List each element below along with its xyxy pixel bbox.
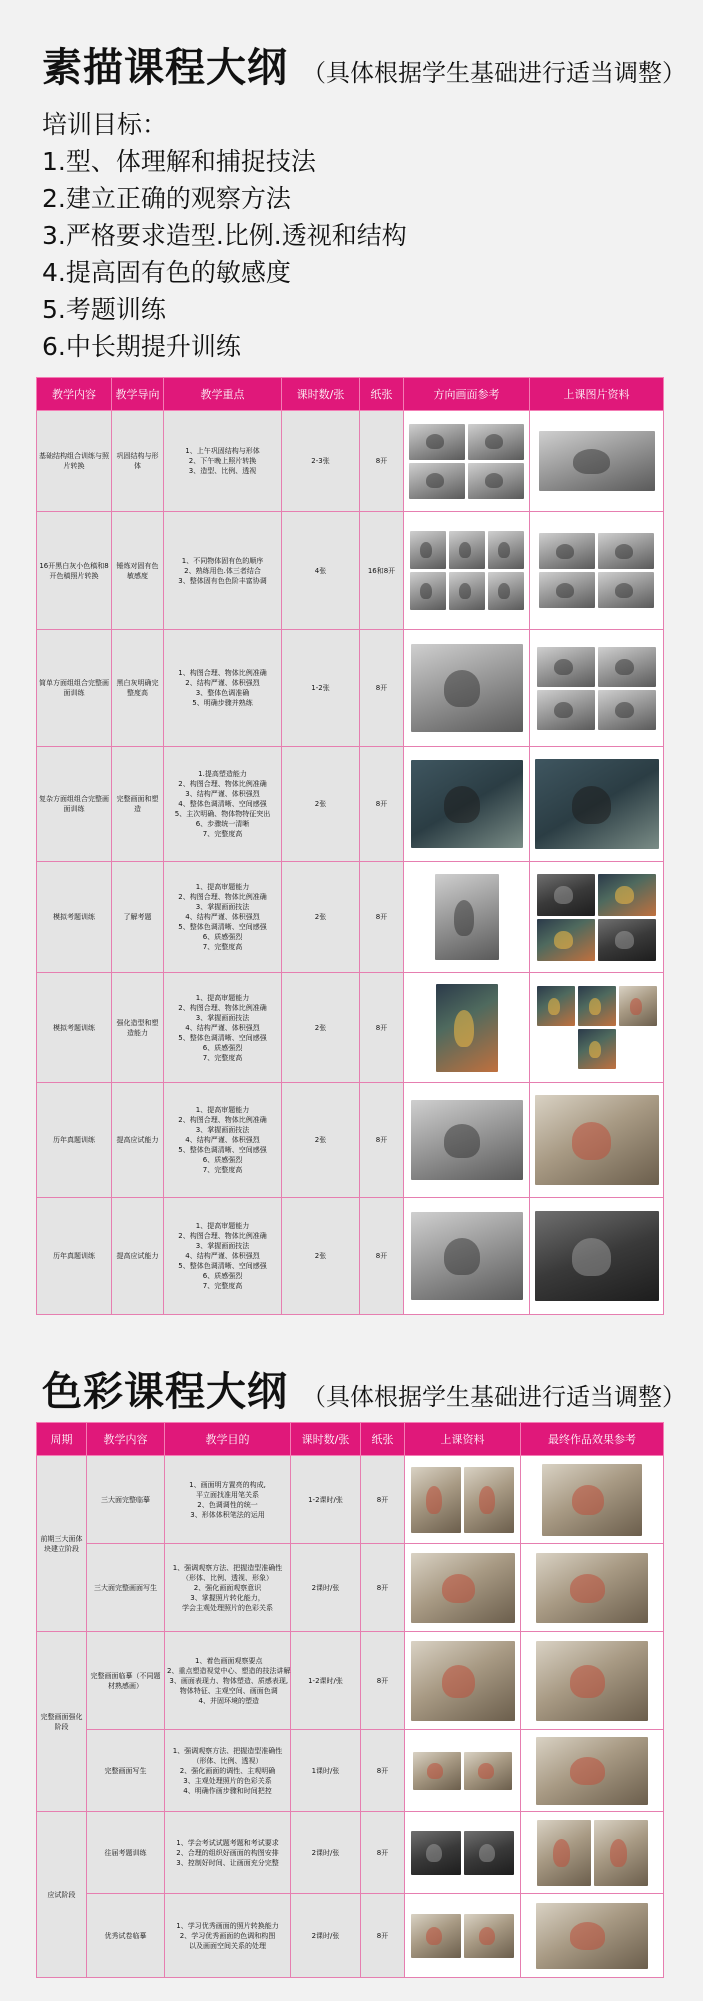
point-line: 1、画面明方置亮的构成, [189, 1480, 266, 1489]
sketch-title: 素描课程大纲 [42, 45, 288, 91]
hours-cell: 2张 [282, 862, 360, 973]
content-cell: 优秀试卷临摹 [87, 1894, 165, 1978]
point-line: 以及画面空间关系的处理 [189, 1941, 266, 1950]
points-cell [164, 862, 282, 973]
point-line: 5、整体色调清晰、空间感强 [178, 1146, 267, 1154]
reference-image [488, 531, 524, 569]
point-line: 物体特征、主观空间、画面色调 [179, 1686, 278, 1695]
point-line: 5、明确步骤并熟练 [192, 699, 253, 707]
reference-cell [404, 1198, 530, 1315]
training-goals [42, 106, 407, 365]
photo-cell [530, 1198, 664, 1315]
point-line: 1、提高审题能力 [195, 883, 250, 891]
direction-cell: 提高应试能力 [112, 1083, 164, 1198]
reference-image [409, 424, 465, 460]
final-work-image [542, 1464, 642, 1536]
sketch-outline-table [36, 377, 664, 1315]
reference-image [449, 531, 485, 569]
reference-cell [404, 411, 530, 512]
paper-cell: 8开 [360, 862, 404, 973]
point-line: 2、构图合理、物体比例准确 [178, 780, 267, 788]
point-line: 1、强调观察方法、把握造型准确性 [172, 1746, 283, 1755]
points-cell [164, 630, 282, 747]
paper-cell: 8开 [360, 1083, 404, 1198]
table-row [37, 512, 664, 630]
class-material-image [464, 1752, 512, 1790]
point-line: 3、整体色调准确 [195, 689, 250, 697]
class-material-image [464, 1831, 514, 1875]
paper-cell: 8开 [361, 1730, 405, 1812]
reference-image [449, 572, 485, 610]
point-line: 4、明确作画步骤和时间把控 [183, 1786, 272, 1795]
point-line: 7、完整度高 [202, 1053, 243, 1062]
class-photo [535, 1211, 659, 1301]
goal-item: 3.严格要求造型.比例.透视和结构 [42, 221, 407, 250]
material-cell [405, 1812, 521, 1894]
point-line: 1.提高塑造能力 [198, 770, 247, 778]
reference-cell [404, 747, 530, 862]
table-row [37, 1894, 664, 1978]
class-photo [619, 986, 657, 1026]
final-work-cell [521, 1730, 664, 1812]
color-subtitle: （具体根据学生基础进行适当调整） [302, 1383, 686, 1411]
point-line: 3、主观处理照片的色彩关系 [183, 1776, 272, 1785]
table-row [37, 1083, 664, 1198]
hours-cell: 2课时/张 [291, 1894, 361, 1978]
content-cell: 复杂方面组组合完整画面训练 [37, 747, 112, 862]
point-line: 2、强化画面观察意识 [193, 1583, 262, 1592]
direction-cell: 提高应试能力 [112, 1198, 164, 1315]
point-line: 3、掌握画面技法 [195, 903, 250, 911]
point-line: 2、合理的组织好画面的构图安排 [176, 1848, 279, 1857]
goal-item: 6.中长期提升训练 [42, 332, 241, 361]
class-photo [537, 647, 595, 687]
reference-image [411, 1212, 523, 1300]
content-cell: 三大面完整临摹 [87, 1456, 165, 1544]
point-line: 学会主观处理照片的色彩关系 [182, 1603, 273, 1612]
point-line: 1、提高审题能力 [195, 1222, 250, 1230]
goal-item: 2.建立正确的观察方法 [42, 184, 291, 213]
point-line: 2、构图合理、物体比例准确 [178, 1116, 267, 1124]
header-cell: 教学内容 [37, 378, 112, 411]
point-line: 3、造型、比例、透视 [188, 467, 257, 475]
point-line: 1、上午巩固结构与形体 [185, 447, 260, 455]
point-line: 1、学习优秀画面的照片转换能力 [176, 1921, 279, 1930]
hours-cell: 2-3张 [282, 411, 360, 512]
class-photo [539, 572, 595, 608]
content-cell: 简单方面组组合完整画面训练 [37, 630, 112, 747]
paper-cell: 8开 [361, 1812, 405, 1894]
direction-cell: 了解考题 [112, 862, 164, 973]
paper-cell: 16和8开 [360, 512, 404, 630]
point-line: 3、控制好时间、让画面充分完整 [176, 1858, 279, 1867]
content-cell: 16开黑白灰小色稿和8开色稿照片转换 [37, 512, 112, 630]
class-photo [578, 1029, 616, 1069]
point-line: 7、完整度高 [202, 1166, 243, 1174]
table-row [37, 1456, 664, 1544]
hours-cell: 2课时/张 [291, 1544, 361, 1632]
point-line: 1、构图合理、物体比例准确 [178, 669, 267, 677]
point-line: 6、质感强烈 [202, 1272, 243, 1280]
period-cell: 完整画面强化阶段 [37, 1632, 87, 1812]
paper-cell: 8开 [360, 747, 404, 862]
point-line: 3、整体固有色色阶丰富协调 [178, 576, 267, 585]
point-line: 6、质感强烈 [202, 1043, 243, 1052]
hours-cell: 2课时/张 [291, 1812, 361, 1894]
class-material-image [411, 1553, 515, 1623]
point-line: 2、构图合理、物体比例准确 [178, 1232, 267, 1240]
points-cell [165, 1632, 291, 1730]
points-cell [165, 1730, 291, 1812]
table-row [37, 747, 664, 862]
reference-image [409, 463, 465, 499]
point-line: 1、不同物体固有色的顺序 [181, 556, 264, 565]
photo-cell [530, 747, 664, 862]
photo-cell [530, 862, 664, 973]
hours-cell: 4张 [282, 512, 360, 630]
goal-item: 4.提高固有色的敏感度 [42, 258, 291, 287]
table-row [37, 973, 664, 1083]
point-line: 4、结构严谨、体积强烈 [185, 913, 260, 921]
class-material-image [464, 1914, 514, 1958]
reference-image [410, 572, 446, 610]
point-line: 2、下午晚上照片转换 [188, 457, 257, 465]
point-line: 3、掌握画面技法 [195, 1242, 250, 1250]
point-line: 2、强化画面的调性、主观明确 [179, 1766, 276, 1775]
goal-item: 1.型、体理解和捕捉技法 [42, 147, 316, 176]
point-line: （形体、比例、透视、形象） [182, 1573, 273, 1582]
header-cell: 纸张 [361, 1423, 405, 1456]
final-work-image [536, 1553, 648, 1623]
reference-image [468, 463, 524, 499]
points-cell [164, 1083, 282, 1198]
point-line: 4、并固环境的塑造 [198, 1696, 259, 1705]
points-cell [165, 1812, 291, 1894]
photo-cell [530, 1083, 664, 1198]
photo-cell [530, 973, 664, 1083]
header-cell: 教学导向 [112, 378, 164, 411]
class-material-image [464, 1467, 514, 1533]
reference-image [410, 531, 446, 569]
table-row [37, 1544, 664, 1632]
material-cell [405, 1730, 521, 1812]
goal-item: 5.考题训练 [42, 295, 166, 324]
final-work-cell [521, 1544, 664, 1632]
hours-cell: 2张 [282, 1198, 360, 1315]
final-work-image [536, 1641, 648, 1721]
hours-cell: 2张 [282, 1083, 360, 1198]
content-cell: 三大面完整画面写生 [87, 1544, 165, 1632]
material-cell [405, 1544, 521, 1632]
point-line: 1、学会考试试题考题和考试要求 [176, 1838, 279, 1847]
point-line: 平立面找准用笔关系 [196, 1490, 259, 1499]
content-cell: 往届考题训练 [87, 1812, 165, 1894]
table-row [37, 1730, 664, 1812]
period-cell: 应试阶段 [37, 1812, 87, 1978]
content-cell: 模拟考题训练 [37, 862, 112, 973]
points-cell [164, 1198, 282, 1315]
reference-cell [404, 862, 530, 973]
direction-cell: 锤炼对固有色敏感度 [112, 512, 164, 630]
point-line: 2、色调调性的统一 [197, 1500, 258, 1509]
points-cell [164, 973, 282, 1083]
reference-cell [404, 1083, 530, 1198]
color-title: 色彩课程大纲 [42, 1369, 288, 1415]
table-row [37, 411, 664, 512]
reference-cell [404, 973, 530, 1083]
header-cell: 教学内容 [87, 1423, 165, 1456]
hours-cell: 1-2张 [282, 630, 360, 747]
point-line: 6、质感强烈 [202, 1156, 243, 1164]
final-work-image [594, 1820, 648, 1886]
paper-cell: 8开 [361, 1544, 405, 1632]
photo-cell [530, 411, 664, 512]
class-photo [578, 986, 616, 1026]
class-photo [598, 874, 656, 916]
point-line: 7、完整度高 [202, 943, 243, 951]
content-cell: 完整画面临摹（不同题材熟感画） [87, 1632, 165, 1730]
material-cell [405, 1456, 521, 1544]
goals-heading: 培训目标： [42, 110, 168, 139]
class-material-image [411, 1914, 461, 1958]
final-work-image [537, 1820, 591, 1886]
point-line: 2、重点塑造视觉中心、塑造的技法讲解 [167, 1666, 291, 1675]
class-photo [539, 533, 595, 569]
class-photo [598, 572, 654, 608]
reference-image [488, 572, 524, 610]
paper-cell: 8开 [360, 630, 404, 747]
final-work-cell [521, 1632, 664, 1730]
point-line: 3、形体体积笔法的运用 [190, 1510, 265, 1519]
points-cell [165, 1894, 291, 1978]
hours-cell: 1-2课时/张 [291, 1456, 361, 1544]
point-line: 4、结构严谨、体积强烈 [185, 1023, 260, 1032]
direction-cell: 黑白灰明确完整度高 [112, 630, 164, 747]
point-line: （形体、比例、透视） [192, 1756, 263, 1765]
class-material-image [411, 1467, 461, 1533]
class-photo [537, 986, 575, 1026]
header-cell: 纸张 [360, 378, 404, 411]
photo-cell [530, 512, 664, 630]
point-line: 3、掌握画面技法 [195, 1013, 250, 1022]
final-work-image [536, 1737, 648, 1805]
reference-image [411, 1100, 523, 1180]
material-cell [405, 1632, 521, 1730]
content-cell: 历年真题训练 [37, 1083, 112, 1198]
points-cell [165, 1456, 291, 1544]
point-line: 2、熟练用色.体三者结合 [184, 566, 261, 575]
point-line: 4、结构严谨、体积强烈 [185, 1136, 260, 1144]
class-photo [598, 690, 656, 730]
final-work-cell [521, 1456, 664, 1544]
points-cell [164, 512, 282, 630]
table-row [37, 1812, 664, 1894]
point-line: 5、整体色调清晰、空间感强 [178, 923, 267, 931]
reference-image [411, 644, 523, 732]
period-cell: 前期三大面体块建立阶段 [37, 1456, 87, 1632]
content-cell: 完整画面写生 [87, 1730, 165, 1812]
header-cell: 方向画面参考 [404, 378, 530, 411]
header-cell: 最终作品效果参考 [521, 1423, 664, 1456]
paper-cell: 8开 [360, 411, 404, 512]
final-work-cell [521, 1812, 664, 1894]
point-line: 5、主次明确、物体物特征突出 [174, 810, 271, 818]
point-line: 7、完整度高 [202, 1282, 243, 1290]
point-line: 3、掌握照片转化能力， [190, 1593, 265, 1602]
point-line: 6、质感强烈 [202, 933, 243, 941]
header-cell: 课时数/张 [291, 1423, 361, 1456]
points-cell [164, 747, 282, 862]
reference-image [468, 424, 524, 460]
header-cell: 教学目的 [165, 1423, 291, 1456]
header-cell: 课时数/张 [282, 378, 360, 411]
header-cell: 教学重点 [164, 378, 282, 411]
photo-cell [530, 630, 664, 747]
point-line: 1、强调观察方法、把握造型准确性 [172, 1563, 283, 1572]
class-material-image [413, 1752, 461, 1790]
direction-cell: 巩固结构与形体 [112, 411, 164, 512]
class-photo [537, 690, 595, 730]
material-cell [405, 1894, 521, 1978]
point-line: 6、步骤统一清晰 [195, 820, 250, 828]
point-line: 3、结构严谨、体积强烈 [185, 790, 260, 798]
class-photo [535, 1095, 659, 1185]
reference-image [411, 760, 523, 848]
point-line: 4、整体色调清晰、空间感强 [178, 800, 267, 808]
sketch-subtitle: （具体根据学生基础进行适当调整） [302, 59, 686, 87]
point-line: 5、整体色调清晰、空间感强 [178, 1033, 267, 1042]
point-line: 5、整体色调清晰、空间感强 [178, 1262, 267, 1270]
sketch-title-row [42, 36, 686, 93]
point-line: 2、结构严谨、体积强烈 [185, 679, 260, 687]
header-cell: 周期 [37, 1423, 87, 1456]
class-photo [535, 759, 659, 849]
paper-cell: 8开 [360, 1198, 404, 1315]
point-line: 2、构图合理、物体比例准确 [178, 1003, 267, 1012]
paper-cell: 8开 [360, 973, 404, 1083]
table-row [37, 630, 664, 747]
point-line: 2、学习优秀画面的色调和构图 [179, 1931, 276, 1940]
point-line: 2、构图合理、物体比例准确 [178, 893, 267, 901]
hours-cell: 1课时/张 [291, 1730, 361, 1812]
class-photo [598, 647, 656, 687]
table-row [37, 1198, 664, 1315]
point-line: 1、提高审题能力 [195, 993, 250, 1002]
header-cell: 上课资料 [405, 1423, 521, 1456]
point-line: 1、着色画面观察要点 [194, 1656, 263, 1665]
color-title-row [42, 1360, 686, 1417]
table-row [37, 1632, 664, 1730]
final-work-cell [521, 1894, 664, 1978]
reference-image [435, 874, 499, 960]
point-line: 7、完整度高 [202, 830, 243, 838]
class-photo [539, 431, 655, 491]
class-material-image [411, 1831, 461, 1875]
reference-cell [404, 630, 530, 747]
content-cell: 模拟考题训练 [37, 973, 112, 1083]
point-line: 3、画面表现力、物体塑造、质感表现, [169, 1676, 289, 1685]
color-outline-table [36, 1422, 664, 1978]
direction-cell: 完整画面和塑造 [112, 747, 164, 862]
content-cell: 基础结构组合训练与照片转换 [37, 411, 112, 512]
paper-cell: 8开 [361, 1456, 405, 1544]
hours-cell: 2张 [282, 747, 360, 862]
hours-cell: 2张 [282, 973, 360, 1083]
point-line: 4、结构严谨、体积强烈 [185, 1252, 260, 1260]
point-line: 3、掌握画面技法 [195, 1126, 250, 1134]
class-material-image [411, 1641, 515, 1721]
class-photo [598, 533, 654, 569]
points-cell [165, 1544, 291, 1632]
point-line: 1、提高审题能力 [195, 1106, 250, 1114]
class-photo [537, 874, 595, 916]
color-header-row [37, 1423, 664, 1456]
final-work-image [536, 1903, 648, 1969]
reference-image [436, 984, 498, 1072]
class-photo [598, 919, 656, 961]
paper-cell: 8开 [361, 1632, 405, 1730]
class-photo [537, 919, 595, 961]
direction-cell: 强化造型和塑造能力 [112, 973, 164, 1083]
sketch-header-row [37, 378, 664, 411]
content-cell: 历年真题训练 [37, 1198, 112, 1315]
header-cell: 上课图片资料 [530, 378, 664, 411]
points-cell [164, 411, 282, 512]
table-row [37, 862, 664, 973]
hours-cell: 1-2课时/张 [291, 1632, 361, 1730]
reference-cell [404, 512, 530, 630]
paper-cell: 8开 [361, 1894, 405, 1978]
